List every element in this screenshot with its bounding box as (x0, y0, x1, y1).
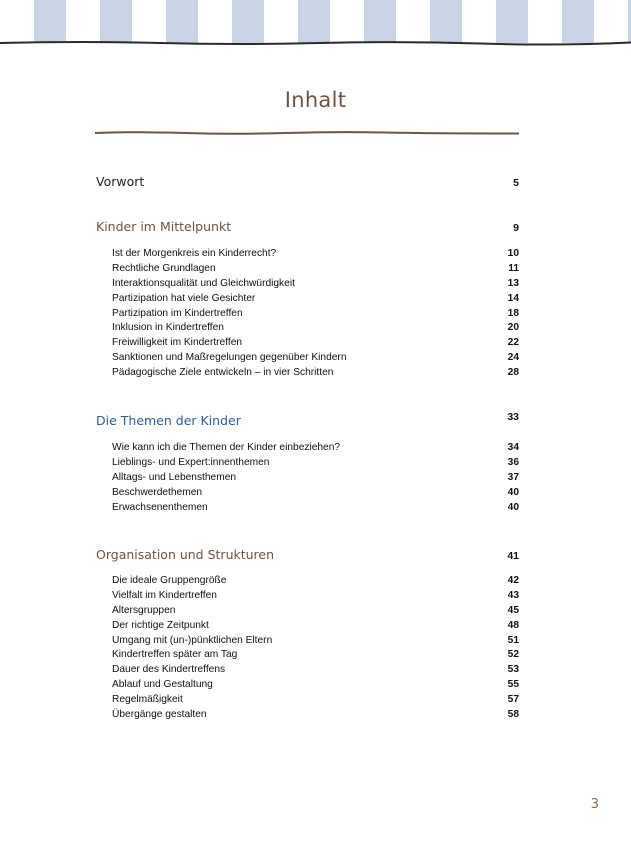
toc-item-title: Vielfalt im Kindertreffen (112, 589, 217, 601)
toc-item-page: 24 (507, 352, 519, 364)
toc-item-page: 51 (507, 634, 519, 646)
toc-item-title: Die ideale Gruppengröße (112, 575, 227, 586)
toc-item-page: 55 (507, 679, 519, 691)
toc-item-title: Interaktionsqualität und Gleichwürdigkeit (112, 277, 295, 289)
toc-item-page: 58 (507, 709, 519, 721)
toc-item-title: Beschwerdethemen (112, 486, 203, 498)
toc-item-title: Partizipation im Kindertreffen (112, 307, 243, 319)
section-page: 33 (507, 411, 519, 423)
toc-item-title: Wie kann ich die Themen der Kinder einbeziehen? (112, 442, 341, 453)
toc-item-page: 52 (507, 649, 519, 661)
page-title: Inhalt (284, 88, 347, 112)
toc-item[interactable] (112, 574, 519, 589)
toc-item-title: Sanktionen und Maßregelungen gegenüber Kindern (112, 352, 347, 364)
toc-item[interactable] (112, 619, 519, 634)
toc-item-page: 48 (507, 619, 519, 631)
toc-item[interactable] (112, 262, 519, 277)
toc-item-list (112, 574, 519, 723)
toc-item[interactable] (112, 336, 519, 351)
toc-item-title: Umgang mit (un-)pünktlichen Eltern (112, 634, 273, 646)
toc-item-page: 45 (507, 604, 519, 616)
toc-item-page: 13 (507, 277, 519, 289)
toc-item[interactable] (112, 277, 519, 292)
toc-item-page: 40 (507, 501, 519, 513)
toc-item-title: Rechtliche Grundlagen (112, 262, 216, 274)
section-title: Vorwort (96, 174, 145, 189)
toc-item[interactable] (112, 634, 519, 649)
toc-section-organisation-und-strukturen[interactable] (96, 547, 519, 562)
toc-item-title: Übergänge gestalten (112, 709, 207, 721)
toc-item[interactable] (112, 486, 519, 501)
toc-item[interactable] (112, 441, 519, 456)
toc-item[interactable] (112, 501, 519, 516)
toc-item[interactable] (112, 708, 519, 723)
toc-item-title: Alltags- und Lebensthemen (112, 471, 237, 483)
toc-item-title: Der richtige Zeitpunkt (112, 619, 209, 631)
toc-item[interactable] (112, 648, 519, 663)
toc-section-die-themen-der-kinder[interactable] (96, 413, 519, 428)
toc-item-page: 57 (507, 694, 519, 706)
toc-item-title: Erwachsenenthemen (112, 501, 208, 513)
toc-item-title: Ablauf und Gestaltung (112, 679, 213, 691)
toc-item-title: Kindertreffen später am Tag (112, 649, 238, 661)
toc-item[interactable] (112, 351, 519, 366)
banner-bottom-line (0, 36, 631, 50)
toc-section-vorwort[interactable] (96, 174, 519, 189)
toc-item-page: 14 (507, 292, 519, 304)
toc-item-title: Altersgruppen (112, 604, 176, 616)
toc-item-page: 18 (507, 307, 519, 319)
toc-item-title: Pädagogische Ziele entwickeln – in vier Schritten (112, 367, 334, 379)
toc-item[interactable] (112, 663, 519, 678)
toc-item-title: Freiwilligkeit im Kindertreffen (112, 337, 243, 349)
section-page: 9 (513, 222, 519, 234)
toc-item-page: 53 (507, 664, 519, 676)
toc-item-title: Ist der Morgenkreis ein Kinderrecht? (112, 248, 277, 259)
toc-item-page: 10 (507, 248, 519, 259)
toc-item[interactable] (112, 456, 519, 471)
toc-item[interactable] (112, 366, 519, 381)
toc-item-page: 36 (507, 456, 519, 468)
toc-item-page: 22 (507, 337, 519, 349)
toc-item-title: Regelmäßigkeit (112, 694, 183, 706)
toc-item-list (112, 441, 519, 515)
toc-item-page: 37 (507, 471, 519, 483)
toc-item-list (112, 247, 519, 381)
section-title: Organisation und Strukturen (96, 547, 275, 562)
page-number: 3 (590, 797, 599, 812)
toc-item-title: Dauer des Kindertreffens (112, 664, 226, 676)
toc-section-kinder-im-mittelpunkt[interactable] (96, 219, 519, 234)
section-page: 41 (507, 550, 519, 562)
toc-item-title: Lieblings- und Expert:innenthemen (112, 456, 270, 468)
section-page: 5 (513, 177, 519, 189)
title-underline (95, 127, 519, 139)
toc-item-page: 20 (507, 322, 519, 334)
toc-item[interactable] (112, 471, 519, 486)
toc-item-page: 42 (507, 575, 519, 586)
toc-item[interactable] (112, 321, 519, 336)
section-title: Kinder im Mittelpunkt (96, 219, 232, 234)
toc-item[interactable] (112, 678, 519, 693)
toc-item-page: 28 (507, 367, 519, 379)
toc-item[interactable] (112, 247, 519, 262)
section-title: Die Themen der Kinder (96, 413, 241, 428)
toc-item[interactable] (112, 604, 519, 619)
toc-item[interactable] (112, 292, 519, 307)
toc-item[interactable] (112, 307, 519, 322)
toc-item[interactable] (112, 589, 519, 604)
toc-item[interactable] (112, 693, 519, 708)
toc-item-title: Partizipation hat viele Gesichter (112, 292, 256, 304)
toc-item-page: 40 (507, 486, 519, 498)
toc-item-title: Inklusion in Kindertreffen (112, 322, 224, 334)
toc-item-page: 43 (507, 589, 519, 601)
toc-item-page: 11 (508, 262, 519, 274)
toc-item-page: 34 (507, 442, 519, 453)
